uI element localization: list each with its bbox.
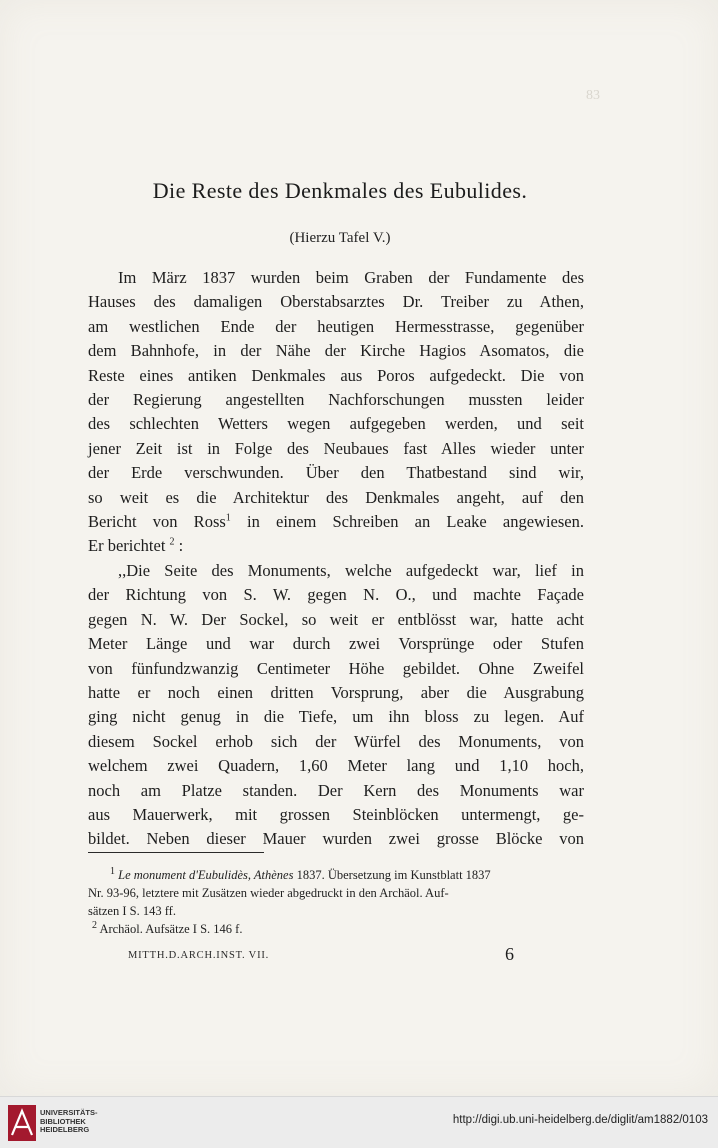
footnote-1 — [88, 866, 584, 884]
text-line: Im März 1837 wurden beim Graben der Fundamente des — [118, 268, 584, 287]
text-line: ,,Die Seite des Monuments, welche aufgedeckt war, lief in — [118, 560, 584, 580]
text-segment: Er berichtet — [88, 536, 166, 556]
text-line: der Regierung angestellten Nachforschungen mussten leider — [88, 390, 584, 410]
text-segment: : — [178, 536, 184, 556]
footnotes — [88, 866, 584, 938]
library-name-line: HEIDELBERG — [40, 1125, 90, 1134]
text-line: welchem zwei Quadern, 1,60 Meter lang und 1,10 hoch, — [88, 756, 584, 776]
footnote-ref-2[interactable]: 2 — [169, 536, 175, 548]
text-line: der Erde verschwunden. Über den Thatbestand sind wir, — [88, 463, 584, 483]
footnote-divider — [88, 852, 264, 853]
sheet-number: 6 — [505, 944, 514, 964]
text-line: Meter Länge und war durch zwei Vorsprünge oder Stufen — [88, 634, 584, 654]
footnote-1-line-3: sätzen I S. 143 ff. — [88, 904, 176, 918]
footnote-number: 2 — [92, 919, 97, 931]
article-title: Die Reste des Denkmales des Eubulides. — [152, 178, 528, 203]
footnote-text: Archäol. Aufsätze I S. 146 f. — [99, 922, 243, 936]
footnote-2 — [88, 920, 584, 938]
footnote-text: 1837. Übersetzung im Kunstblatt 1837 — [296, 868, 491, 882]
text-line: hatte er noch einen dritten Vorsprung, aber die Ausgrabung — [88, 682, 584, 702]
text-line: gegen N. W. Der Sockel, so weit er entblösst war, hatte acht — [88, 609, 584, 629]
bleed-through-page-number: 83 — [586, 88, 600, 103]
library-name — [40, 1109, 98, 1135]
library-name-line: BIBLIOTHEK — [40, 1116, 86, 1126]
body-text — [88, 266, 584, 852]
text-line — [88, 534, 584, 558]
library-footer-bar — [0, 1096, 718, 1148]
footnote-number: 1 — [110, 865, 115, 877]
footnote-ref-1[interactable]: 1 — [225, 512, 231, 524]
permalink-url[interactable]: http://digi.ub.uni-heidelberg.de/diglit/am1882/0103 — [452, 1114, 708, 1126]
text-line: so weit es die Architektur des Denkmales angeht, auf den — [88, 487, 584, 507]
text-line: von fünfundzwanzig Centimeter Höhe gebildet. Ohne Zweifel — [88, 658, 584, 678]
university-library-logo-icon — [8, 1105, 36, 1141]
text-segment: in einem Schreiben an Leake angewiesen. — [246, 512, 585, 532]
footnote-1-line-2: Nr. 93-96, letztere mit Zusätzen wieder abgedruckt in den Archäol. Auf- — [88, 886, 449, 900]
library-name-line: UNIVERSITÄTS- — [40, 1108, 98, 1117]
text-line: des schlechten Wetters wegen aufgegeben werden, und seit — [88, 414, 584, 434]
text-line: Reste eines antiken Denkmales aus Poros aufgedeckt. Die von — [88, 365, 584, 385]
text-line: ging nicht genug in die Tiefe, um ihn bloss zu legen. Auf — [88, 707, 584, 727]
text-line: noch am Platze standen. Der Kern des Monuments war — [88, 780, 584, 800]
text-line: bildet. Neben dieser Mauer wurden zwei grosse Blöcke von — [88, 829, 584, 849]
footnote-italic: Le monument d'Eubulidès, Athènes — [118, 868, 294, 882]
journal-signature: MITTH.D.ARCH.INST. VII. — [128, 950, 270, 961]
text-segment: Bericht von Ross — [88, 512, 226, 532]
article-subtitle: (Hierzu Tafel V.) — [289, 230, 391, 246]
text-line: jener Zeit ist in Folge des Neubaues fast Alles wieder unter — [88, 438, 584, 458]
text-line: der Richtung von S. W. gegen N. O., und machte Façade — [88, 585, 584, 605]
text-line: diesem Sockel erhob sich der Würfel des Monuments, von — [88, 731, 584, 751]
text-line: aus Mauerwerk, mit grossen Steinblöcken untermengt, ge- — [88, 804, 584, 824]
text-line: Hauses des damaligen Oberstabsarztes Dr. Treiber zu Athen, — [88, 292, 584, 312]
text-line — [88, 510, 584, 534]
text-line: dem Bahnhofe, in der Nähe der Kirche Hagios Asomatos, die — [88, 341, 584, 361]
text-line: am westlichen Ende der heutigen Hermesstrasse, gegenüber — [88, 316, 584, 336]
